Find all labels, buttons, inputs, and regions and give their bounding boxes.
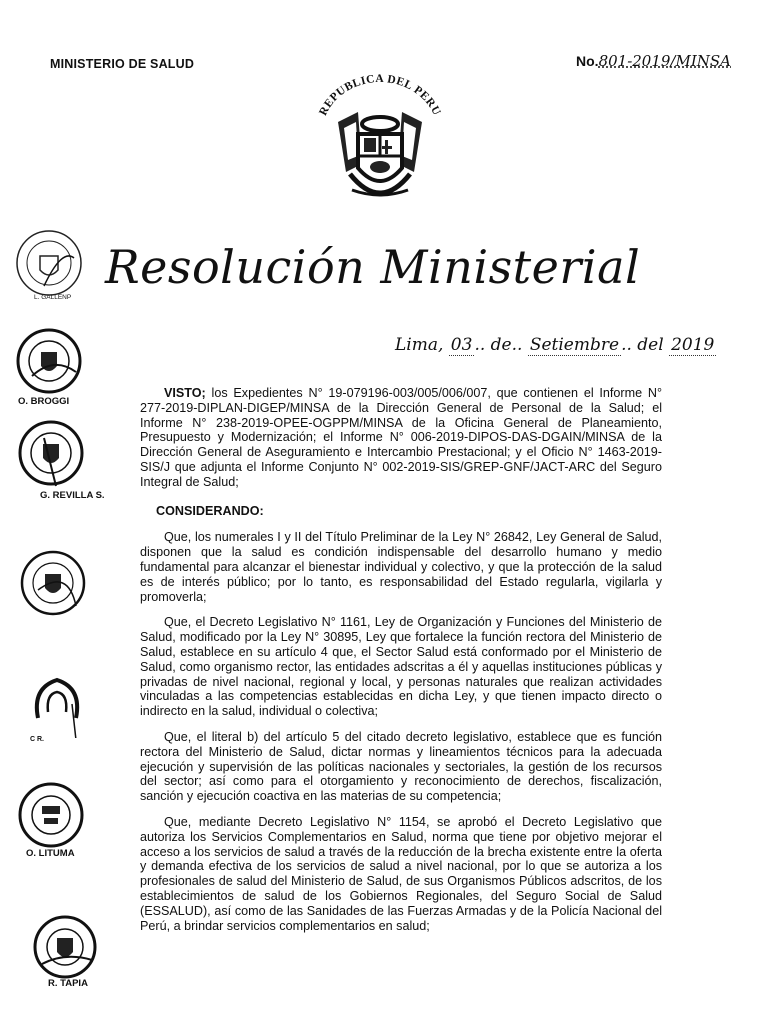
seal-label: O. BROGGI: [18, 396, 70, 407]
visto-paragraph: [140, 386, 662, 490]
stamp-seal-icon: [22, 668, 92, 738]
paragraph: Que, el Decreto Legislativo N° 1161, Ley de Organización y Funciones del Ministerio de Salud, modificado por la Ley N° 30895, Ley que fortalece la función rectora del Ministerio de Salud, establece en su artículo 4 que, el Sector Salud está conformado por el Ministerio de Salud, como organismo rector, las entidades adscritas a él y aquellas instituciones públicas y privadas de nivel nacional, regional y local, y personas naturales que realizan actividades vinculadas a las competencias establecidas en dicha Ley, y que tienen impacto directo o indirecto en la salud, individual o colectiva;: [140, 615, 662, 719]
date-del: del: [637, 335, 664, 355]
paragraph: Que, los numerales I y II del Título Preliminar de la Ley N° 26842, Ley General de Salud, disponen que la salud es condición indispensable del desarrollo humano y medio fundamental para alcanzar el bienestar individual y colectivo, y que la protección de la salud es de interés público; por lo tanto, es responsabilidad del Estado regularla, vigilarla y promoverla;: [140, 530, 662, 604]
seal-label: R. TAPIA: [48, 978, 88, 989]
paragraph: Que, el literal b) del artículo 5 del citado decreto legislativo, establece que es función rectora del Ministerio de Salud, dictar normas y lineamientos técnicos para la adecuada ejecución y supervisión de las políticas nacionales y sectoriales, la gestión de los recursos del sector; así como para el otorgamiento y reconocimiento de derechos, fiscalización, sanción y ejecución coactiva en las materias de su competencia;: [140, 729, 662, 804]
stamp-seal-icon: [30, 912, 100, 982]
seal-label: G. REVILLA S.: [40, 490, 105, 501]
stamp-seal-icon: [16, 418, 86, 488]
date-year: 2019: [671, 335, 715, 355]
resolution-number-prefix: No.: [576, 53, 599, 69]
stamp-seal-icon: [14, 228, 84, 298]
coat-of-arms-icon: [300, 72, 460, 232]
crest-text: REPUBLICA DEL PERU: [317, 72, 443, 118]
date-day: 03: [450, 335, 473, 355]
document-title: Resolución Ministerial: [105, 240, 641, 294]
seal-label: L. GALLENP: [34, 294, 72, 301]
date-month: Setiembre: [529, 335, 620, 355]
visto-text: los Expedientes N° 19-079196-003/005/006/007, que contienen el Informe N° 277-2019-DIPLAN-DIGEP/MINSA de la Dirección General de Personal de la Salud; el Informe N° 238-2019-OPEE-OGPPM/MINSA de la Oficina General de Planeamiento, Presupuesto y Modernización; el Informe N° 006-2019-DIPOS-DAS-DGAIN/MINSA de la Dirección General de Aseguramiento e Intercambio Prestacional; y el Oficio N° 1463-2019-SIS/J que adjunta el Informe Conjunto N° 002-2019-SIS/GREP-GNF/JACT-ARC del Seguro Integral de Salud;: [140, 386, 662, 489]
date-line: Lima, 03 .. de.. Setiembre .. del 2019: [395, 335, 715, 355]
stamp-seal-icon: [18, 548, 88, 618]
resolution-number: [576, 52, 731, 70]
seal-label: O. LITUMA: [26, 848, 75, 859]
stamp-seal-icon: [14, 326, 84, 396]
stamp-seal-icon: [16, 780, 86, 850]
svg-text:REPUBLICA DEL PERU: [317, 73, 443, 118]
considerando-heading: CONSIDERANDO:: [156, 503, 264, 518]
date-de: de: [490, 335, 512, 355]
resolution-number-value: 801-2019/MINSA: [598, 52, 732, 70]
document-body: [140, 386, 662, 944]
ministry-name: MINISTERIO DE SALUD: [50, 57, 195, 71]
paragraph: Que, mediante Decreto Legislativo N° 1154, se aprobó el Decreto Legislativo que autoriza los Servicios Complementarios en Salud, norma que tiene por objetivo mejorar el acceso a los servicios de salud a través de la reducción de la brecha existente entre la oferta y demanda efectiva de los servicios de salud a nivel nacional, por lo que se autoriza a los profesionales de salud del Ministerio de Salud, de sus Organismos Públicos adscritos, de los establecimientos de salud de los Gobiernos Regionales, del Seguro Social de Salud (ESSALUD), así como de las Sanidades de las Fuerzas Armadas y de la Policía Nacional del Perú, a brindar servicios complementarios en salud;: [140, 814, 662, 933]
date-city: Lima,: [395, 335, 444, 355]
seal-label: C R.: [30, 736, 44, 743]
visto-label: VISTO;: [164, 386, 206, 400]
